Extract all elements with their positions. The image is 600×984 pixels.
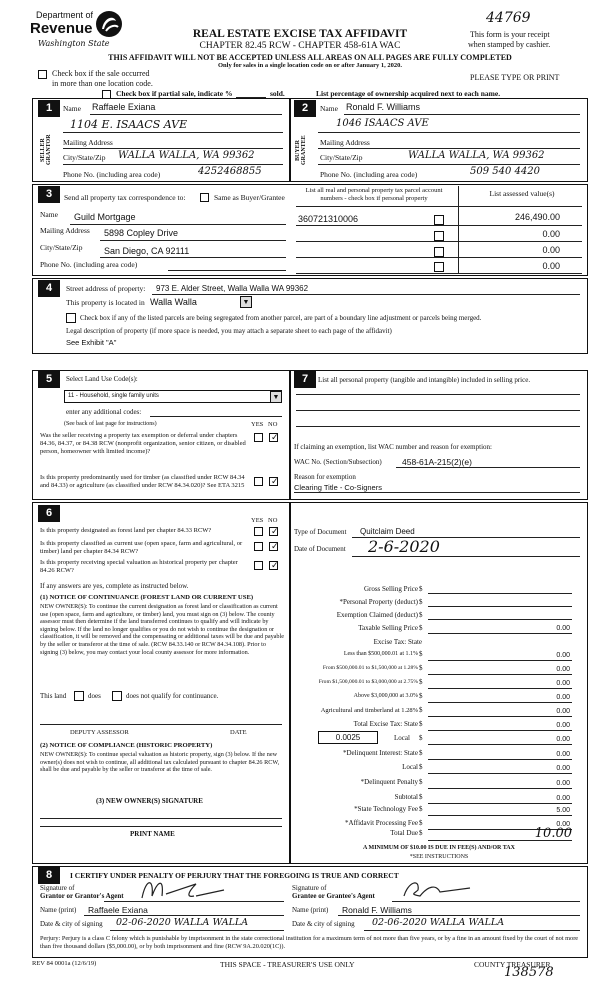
grantee-name[interactable]: Ronald F. Williams	[342, 905, 412, 915]
q6c-yes-checkbox[interactable]	[254, 561, 263, 570]
exempt-dollar: $	[419, 611, 423, 619]
buyer-side-label: BUYER GRANTEE	[295, 135, 307, 165]
tier2-dollar: $	[419, 664, 423, 672]
corr-name-label: Name	[40, 210, 58, 219]
parcel-value-4[interactable]: 0.00	[542, 261, 560, 271]
new-owner-signature-line[interactable]	[40, 818, 282, 819]
corr-mailing[interactable]: 5898 Copley Drive	[104, 228, 179, 238]
q5b-no-checkbox[interactable]: ✓	[271, 476, 279, 486]
receipt-note1: This form is your receipt	[470, 30, 550, 39]
corr-city[interactable]: San Diego, CA 92111	[104, 246, 190, 256]
multi-location-checkbox[interactable]	[38, 70, 47, 79]
see-back-label: (See back of last page for instructions)	[64, 421, 157, 427]
affidavit-dollar: $	[419, 819, 423, 827]
located-label: This property is located in	[66, 298, 145, 307]
grantor-sig-label2: Grantor or Grantor's Agent	[40, 892, 124, 900]
if-any-yes: If any answers are yes, complete as instructed below.	[40, 582, 189, 590]
tier4-label: Above $3,000,000 at 3.0%	[353, 693, 418, 699]
penalty-dollar: $	[419, 778, 423, 786]
seller-side-label: SELLER GRANTOR	[40, 134, 52, 166]
parcel-value-3[interactable]: 0.00	[542, 245, 560, 255]
buyer-city-label: City/State/Zip	[320, 153, 363, 162]
see-instructions: *SEE INSTRUCTIONS	[409, 854, 469, 860]
located-in[interactable]: Walla Walla	[150, 297, 197, 307]
parcel-4-personal-checkbox[interactable]	[434, 262, 444, 272]
corr-mailing-label: Mailing Address	[40, 226, 90, 235]
section-2-number: 2	[294, 100, 316, 117]
form-subtitle: CHAPTER 82.45 RCW - CHAPTER 458-61A WAC	[199, 41, 401, 51]
exemption-reason[interactable]: Clearing Title - Co-Signers	[294, 483, 382, 492]
parcel-1-personal-checkbox[interactable]	[434, 215, 444, 225]
delinq-penalty-label: *Delinquent Penalty	[360, 778, 418, 786]
receipt-number: 44769	[486, 10, 531, 26]
dept-line2: Revenue	[30, 20, 93, 37]
buyer-mailing-label: Mailing Address	[320, 138, 370, 147]
notice2-title: (2) NOTICE OF COMPLIANCE (HISTORIC PROPERTY)	[40, 742, 213, 749]
this-land-label: This land	[40, 692, 67, 700]
perjury-text: Perjury: Perjury is a class C felony which is punishable by imprisonment in the state correctional institution for a maximum term of not more than five years, or by a fine in an amount fixed by the court of not more than five thousand dollars ($5,000.00), or by both imprisonment and fine (RCW 9A.20.020(1C)).	[40, 935, 579, 950]
certify-label: I CERTIFY UNDER PENALTY OF PERJURY THAT THE FOREGOING IS TRUE AND CORRECT	[70, 871, 399, 880]
delinq-local-dollar: $	[419, 763, 423, 771]
seller-mailing-label: Mailing Address	[63, 138, 113, 147]
sold-label: sold.	[270, 89, 285, 98]
land-use-value: 11 - Household, single family units	[68, 393, 159, 399]
seller-city-label: City/State/Zip	[63, 153, 106, 162]
total-due-value[interactable]: 10.00	[534, 826, 572, 841]
section-5-number: 5	[38, 371, 60, 388]
q5a-no-checkbox[interactable]: ✓	[271, 432, 279, 442]
corr-phone-label: Phone No. (including area code)	[40, 260, 138, 269]
personal-prop-label: *Personal Property (deduct)	[339, 598, 418, 606]
taxable-dollar: $	[419, 624, 423, 632]
seller-name[interactable]: Raffaele Exiana	[92, 102, 156, 112]
subtotal-value[interactable]: 0.00	[556, 795, 570, 802]
partial-sale-label: Check box if partial sale, indicate %	[116, 89, 233, 98]
tier1-dollar: $	[419, 650, 423, 658]
notice: THIS AFFIDAVIT WILL NOT BE ACCEPTED UNLESS ALL AREAS ON ALL PAGES ARE FULLY COMPLETED	[108, 53, 512, 62]
treasurer-stamp: 138578	[504, 965, 554, 980]
seller-name-line2[interactable]: 1104 E. ISAACS AVE	[70, 118, 188, 131]
local-dollar: $	[419, 734, 423, 742]
corr-name[interactable]: Guild Mortgage	[74, 212, 136, 222]
dept-line3: Washington State	[38, 39, 110, 48]
tier4-dollar: $	[419, 692, 423, 700]
perjury-notice	[40, 935, 580, 951]
parcel-2-personal-checkbox[interactable]	[434, 231, 444, 241]
minimum-notice: A MINIMUM OF $10.00 IS DUE IN FEE(S) AND/OR TAX	[363, 845, 515, 851]
tech-fee-label: *State Technology Fee	[354, 805, 418, 813]
buyer-name-label: Name	[320, 104, 338, 113]
parcel-number-1[interactable]: 360721310006	[298, 214, 359, 224]
legal-description[interactable]: See Exhibit "A"	[66, 338, 117, 347]
corr-city-label: City/State/Zip	[40, 243, 83, 252]
logo-swirl-icon	[94, 9, 124, 39]
buyer-phone-label: Phone No. (including area code)	[320, 170, 418, 179]
yes-label-6: YES	[251, 517, 264, 524]
ag-dollar: $	[419, 706, 423, 714]
no-label-5: NO	[268, 421, 278, 428]
buyer-city[interactable]: WALLA WALLA, WA 99362	[408, 150, 545, 161]
exemption-label: If claiming an exemption, list WAC number and reason for exemption:	[294, 443, 492, 451]
local-rate-box[interactable]	[318, 731, 378, 744]
affidavit-fee-value[interactable]: 0.00	[556, 821, 570, 828]
subtotal-dollar: $	[419, 793, 423, 801]
multi-location-label1: Check box if the sale occurred	[52, 69, 150, 78]
q6c-no-checkbox[interactable]: ✓	[271, 560, 279, 570]
tier3-label: From $1,500,000.01 to $3,000,000 at 2.75%	[318, 679, 418, 685]
delinq-state-dollar: $	[419, 749, 423, 757]
seller-city[interactable]: WALLA WALLA, WA 99362	[118, 150, 255, 161]
doc-type-label: Type of Document	[294, 528, 347, 536]
forest-question: Is this property designated as forest land per chapter 84.33 RCW?	[40, 527, 212, 534]
section-3-number: 3	[38, 186, 60, 203]
tier2-value[interactable]: 0.00	[556, 666, 570, 673]
tier4-value[interactable]: 0.00	[556, 694, 570, 701]
no-label-6: NO	[268, 517, 278, 524]
exemption-claimed-label: Exemption Claimed (deduct)	[336, 611, 418, 619]
tier3-value[interactable]: 0.00	[556, 680, 570, 687]
grantee-sig-label2: Grantee or Grantee's Agent	[292, 892, 375, 900]
ag-value[interactable]: 0.00	[556, 708, 570, 715]
sub-notice: Only for sales in a single location code on or after January 1, 2020.	[218, 62, 402, 69]
tier1-label: Less than $500,000.01 at 1.1%	[343, 651, 418, 657]
reason-label: Reason for exemption	[294, 473, 356, 481]
does-checkbox[interactable]	[74, 691, 84, 701]
total-state-value[interactable]: 0.00	[556, 722, 570, 729]
ownership-label: List percentage of ownership acquired next to each name.	[316, 89, 501, 98]
section-1-number: 1	[38, 100, 60, 117]
seller-phone-label: Phone No. (including area code)	[63, 170, 161, 179]
grantee-date-label: Date & city of signing	[292, 920, 355, 928]
dor-logo	[30, 8, 130, 52]
county-treasurer: COUNTY TREASURER	[474, 960, 551, 969]
seller-name-label: Name	[63, 104, 81, 113]
personal-field[interactable]	[428, 606, 572, 607]
historic-question: Is this property receiving special valuation as historical property per chapter 84.26 RCW?	[40, 559, 238, 574]
buyer-name[interactable]: Ronald F. Williams	[346, 102, 421, 112]
grantor-date-city[interactable]: 02-06-2020 WALLA WALLA	[116, 917, 249, 928]
delinq-local-value[interactable]: 0.00	[556, 765, 570, 772]
grantor-date-label: Date & city of signing	[40, 920, 103, 928]
q6b-yes-checkbox[interactable]	[254, 542, 263, 551]
parcel-header: List all real and personal property tax parcel account numbers - check box if personal property	[305, 187, 443, 202]
form-title: REAL ESTATE EXCISE TAX AFFIDAVIT	[192, 28, 408, 40]
tier2-label: From $500,000.01 to $1,500,000 at 1.28%	[322, 665, 418, 671]
doc-date[interactable]: 2-6-2020	[368, 537, 440, 556]
local-rate: 0.0025	[335, 733, 361, 742]
q6a-no-checkbox[interactable]: ✓	[271, 526, 279, 536]
parcel-value-1[interactable]: 246,490.00	[514, 212, 560, 222]
local-label: Local	[394, 734, 410, 742]
q5b-yes-checkbox[interactable]	[254, 477, 263, 486]
segregated-label: Check box if any of the listed parcels are being segregated from another parcel, are part of a boundary line adjustment or parcels being merged.	[80, 314, 482, 322]
exemption-question: Was the seller receiving a property tax exemption or deferral under chapters 84.36, 84.37, or 84.38 RCW (nonprofit organization, senior citizen, or disabled person, homeowner with limited income)?	[40, 432, 246, 455]
same-as-buyer-label: Same as Buyer/Grantee	[214, 193, 285, 202]
excise-state-label: Excise Tax: State	[373, 638, 422, 646]
send-to-label: Send all property tax correspondence to:	[64, 193, 186, 202]
new-owner-signature-label: (3) NEW OWNER(S) SIGNATURE	[96, 797, 203, 805]
local-value[interactable]: 0.00	[556, 736, 570, 743]
delinq-state-label: *Delinquent Interest: State	[342, 749, 418, 757]
seller-phone[interactable]: 4252468855	[198, 166, 262, 177]
treasurer-space: THIS SPACE - TREASURER'S USE ONLY	[220, 960, 355, 969]
gross-label: Gross Selling Price	[363, 585, 418, 593]
buyer-phone[interactable]: 509 540 4420	[470, 166, 540, 177]
q6a-yes-checkbox[interactable]	[254, 527, 263, 536]
q6b-no-checkbox[interactable]: ✓	[271, 541, 279, 551]
located-dropdown-icon[interactable]: ▼	[240, 296, 252, 308]
receipt-note2: when stamped by cashier.	[468, 40, 551, 49]
buyer-name-line2[interactable]: 1046 ISAACS AVE	[336, 118, 429, 129]
does-not-checkbox[interactable]	[112, 691, 122, 701]
tech-dollar: $	[419, 805, 423, 813]
total-due-label: Total Due	[390, 829, 418, 837]
multi-location-label2: in more than one location code.	[52, 79, 153, 88]
please-type: PLEASE TYPE OR PRINT	[470, 73, 560, 82]
total-due-dollar: $	[419, 829, 423, 837]
personal-dollar: $	[419, 598, 423, 606]
notice2-body: NEW OWNER(S): To continue special valuation as historic property, sign (3) below. If the new owner(s) does not wish to continue, all additional tax calculated pursuant to chapter 84.26 RCW, shall be due and payable by the seller or transferor at the time of sale.	[40, 751, 280, 774]
total-state-dollar: $	[419, 720, 423, 728]
wac-number[interactable]: 458-61A-215(2)(e)	[402, 457, 472, 467]
form-revision: REV 84 0001a (12/6/19)	[32, 960, 97, 967]
gross-dollar: $	[419, 585, 423, 593]
total-state-label: Total Excise Tax: State	[353, 720, 418, 728]
grantee-name-label: Name (print)	[292, 906, 329, 914]
affidavit-fee-label: *Affidavit Processing Fee	[345, 819, 418, 827]
delinq-local-label: Local	[402, 763, 418, 771]
street-address[interactable]: 973 E. Alder Street, Walla Walla WA 99362	[156, 284, 309, 293]
same-as-buyer-checkbox[interactable]	[200, 193, 209, 202]
additional-codes-label: enter any additional codes:	[66, 408, 142, 416]
tier3-dollar: $	[419, 678, 423, 686]
q5a-yes-checkbox[interactable]	[254, 433, 263, 442]
current-use-question: Is this property classified as current use (open space, farm and agricultural, or timber) land per chapter 84.34 RCW?	[40, 540, 243, 555]
grantor-sig-label1: Signature of	[40, 884, 75, 892]
parcel-value-2[interactable]: 0.00	[542, 229, 560, 239]
grantee-sig-label1: Signature of	[292, 884, 327, 892]
doc-type[interactable]: Quitclaim Deed	[360, 527, 415, 536]
notice1-body: NEW OWNER(S): To continue the current designation as forest land or classification as current use (open space, farm and agriculture, or timber) land, you must sign on (3) below. The county assessor must then determine if the land transferred continues to qualify and will indicate by signing below. If the land no longer qualifies or you do not wish to continue the designation or classification, it will be removed and the compensating or additional taxes will be due and payable by the seller or transferor at the time of sale. (RCW 84.33.140 or RCW 84.34.108). Prior to signing (3) below, you may contact your local county assessor for more information.	[40, 603, 284, 656]
grantor-signature[interactable]	[136, 874, 232, 904]
does-label: does	[88, 692, 101, 700]
section-6-number: 6	[38, 505, 60, 522]
grantor-name-label: Name (print)	[40, 906, 77, 914]
section-8-number: 8	[38, 867, 60, 884]
parcel-3-personal-checkbox[interactable]	[434, 247, 444, 257]
wac-label: WAC No. (Section/Subsection)	[294, 458, 382, 466]
land-use-label: Select Land Use Code(s):	[66, 375, 138, 383]
gross-field[interactable]	[428, 593, 572, 594]
delinq-penalty-value[interactable]: 0.00	[556, 780, 570, 787]
legal-label: Legal description of property (if more space is needed, you may attach a separate sheet to each page of the affidavit)	[66, 327, 392, 335]
exempt-field[interactable]	[428, 619, 572, 620]
taxable-label: Taxable Selling Price	[358, 624, 418, 632]
deputy-assessor-label: DEPUTY ASSESSOR	[70, 729, 129, 736]
print-name-label: PRINT NAME	[130, 830, 175, 838]
tech-fee-value[interactable]: 5.00	[556, 807, 570, 814]
personal-property-label: List all personal property (tangible and intangible) included in selling price.	[318, 376, 531, 384]
grantor-name[interactable]: Raffaele Exiana	[88, 905, 148, 915]
tier1-value[interactable]: 0.00	[556, 652, 570, 659]
street-label: Street address of property:	[66, 284, 146, 293]
taxable-value[interactable]: 0.00	[556, 625, 570, 632]
subtotal-label: Subtotal	[394, 793, 418, 801]
land-use-dropdown-icon[interactable]: ▼	[270, 391, 282, 403]
ag-label: Agricultural and timberland at 1.28%	[320, 707, 418, 714]
date-label: DATE	[230, 729, 247, 736]
yes-label-5: YES	[251, 421, 264, 428]
does-not-label: does not qualify for continuance.	[126, 692, 219, 700]
grantee-date-city[interactable]: 02-06-2020 WALLA WALLA	[372, 917, 505, 928]
section-7-number: 7	[294, 371, 316, 388]
land-use-select[interactable]	[64, 390, 282, 403]
delinq-state-value[interactable]: 0.00	[556, 751, 570, 758]
notice1-title: (1) NOTICE OF CONTINUANCE (FOREST LAND OR CURRENT USE)	[40, 594, 254, 601]
grantee-signature[interactable]	[400, 876, 480, 902]
section-4-number: 4	[38, 280, 60, 297]
segregated-checkbox[interactable]	[66, 313, 76, 323]
doc-date-label: Date of Document	[294, 545, 346, 553]
dept-line1: Department of	[36, 10, 94, 20]
assessed-header: List assessed value(s)	[489, 189, 555, 198]
timber-question: Is this property predominantly used for timber (as classified under RCW 84.34 and 84.33) or agriculture (as classified under RCW 84.34.020)? See ETA 3215	[40, 474, 245, 489]
